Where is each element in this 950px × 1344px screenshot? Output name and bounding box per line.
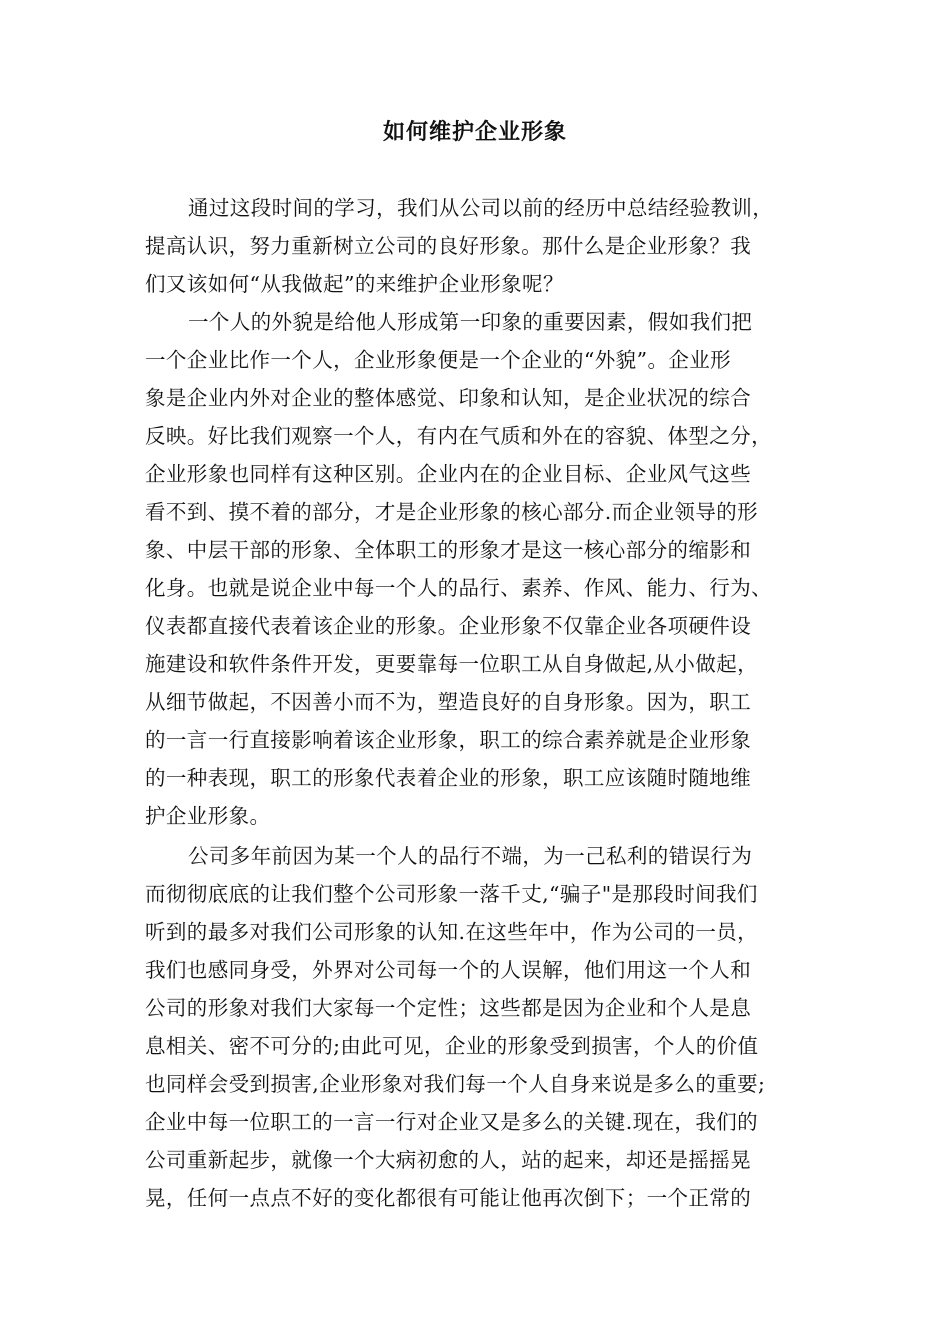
paragraph-3-line-3: 听到的最多对我们公司形象的认知.在这些年中，作为公司的一员， bbox=[145, 920, 759, 944]
paragraph-2-line-2: 一个企业比作一个人，企业形象便是一个企业的“外貌”。企业形 bbox=[145, 348, 732, 372]
paragraph-2-line-6: 看不到、摸不着的部分，才是企业形象的核心部分.而企业领导的形 bbox=[145, 500, 759, 524]
paragraph-2-line-11: 从细节做起，不因善小而不为，塑造良好的自身形象。因为，职工 bbox=[145, 690, 752, 714]
paragraph-3-line-2: 而彻彻底底的让我们整个公司形象一落千丈,“骗子"是那段时间我们 bbox=[145, 882, 758, 906]
paragraph-2-line-5: 企业形象也同样有这种区别。企业内在的企业目标、企业风气这些 bbox=[145, 462, 752, 486]
paragraph-2-line-1: 一个人的外貌是给他人形成第一印象的重要因素，假如我们把 bbox=[188, 310, 753, 334]
paragraph-3-line-7: 也同样会受到损害,企业形象对我们每一个人自身来说是多么的重要; bbox=[145, 1072, 766, 1096]
paragraph-3-line-4: 我们也感同身受，外界对公司每一个的人误解，他们用这一个人和 bbox=[145, 958, 752, 982]
paragraph-3-line-1: 公司多年前因为某一个人的品行不端，为一己私利的错误行为 bbox=[188, 844, 753, 868]
paragraph-1-line-3: 们又该如何“从我做起”的来维护企业形象呢？ bbox=[145, 272, 564, 296]
paragraph-3-line-8: 企业中每一位职工的一言一行对企业又是多么的关键.现在，我们的 bbox=[145, 1110, 759, 1134]
paragraph-3-line-9: 公司重新起步，就像一个大病初愈的人，站的起来，却还是摇摇晃 bbox=[145, 1148, 752, 1172]
paragraph-2-line-8: 化身。也就是说企业中每一个人的品行、素养、作风、能力、行为、 bbox=[145, 576, 772, 600]
paragraph-2-line-9: 仪表都直接代表着该企业的形象。企业形象不仅靠企业各项硬件设 bbox=[145, 614, 752, 638]
paragraph-3-line-5: 公司的形象对我们大家每一个定性；这些都是因为企业和个人是息 bbox=[145, 996, 752, 1020]
paragraph-1-line-1: 通过这段时间的学习，我们从公司以前的经历中总结经验教训， bbox=[188, 196, 774, 220]
paragraph-1-line-2: 提高认识，努力重新树立公司的良好形象。那什么是企业形象？我 bbox=[145, 234, 752, 258]
paragraph-2-line-7: 象、中层干部的形象、全体职工的形象才是这一核心部分的缩影和 bbox=[145, 538, 752, 562]
paragraph-2-line-3: 象是企业内外对企业的整体感觉、印象和认知，是企业状况的综合 bbox=[145, 386, 752, 410]
paragraph-2-line-4: 反映。好比我们观察一个人，有内在气质和外在的容貌、体型之分， bbox=[145, 424, 772, 448]
paragraph-3-line-10: 晃，任何一点点不好的变化都很有可能让他再次倒下；一个正常的 bbox=[145, 1186, 752, 1210]
paragraph-2-line-10: 施建设和软件条件开发，更要靠每一位职工从自身做起,从小做起， bbox=[145, 652, 759, 676]
paragraph-3-line-6: 息相关、密不可分的;由此可见，企业的形象受到损害，个人的价值 bbox=[145, 1034, 759, 1058]
document-title: 如何维护企业形象 bbox=[382, 119, 567, 145]
paragraph-2-line-13: 的一种表现，职工的形象代表着企业的形象，职工应该随时随地维 bbox=[145, 766, 752, 790]
paragraph-2-line-14: 护企业形象。 bbox=[145, 804, 271, 828]
paragraph-2-line-12: 的一言一行直接影响着该企业形象，职工的综合素养就是企业形象 bbox=[145, 728, 752, 752]
